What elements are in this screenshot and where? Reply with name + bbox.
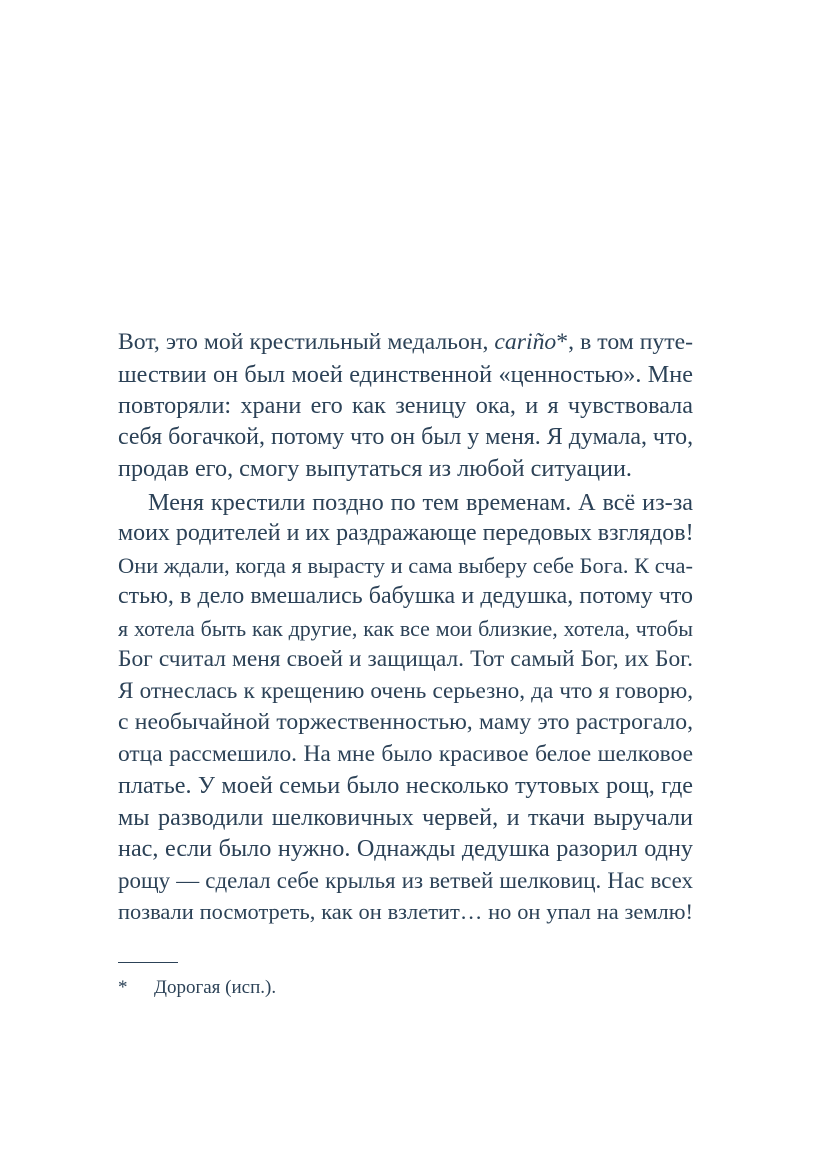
main-text [118, 327, 693, 928]
text-line: себя богачкой, потому что он был у меня. Я думала, что, [118, 423, 694, 450]
text-line: Я отнеслась к крещению очень серьезно, да что я говорю, [118, 677, 693, 704]
text-line: рощу — сделал себе крылья из ветвей шелковиц. Нас всех [118, 867, 693, 893]
italic-word: cariño [494, 329, 557, 355]
text-line: стью, в дело вмешались бабушка и дедушка, потому что [118, 583, 693, 609]
footnote [118, 975, 276, 1001]
text-line: с необычайной торжественностью, маму это растрогало, [118, 709, 693, 735]
text-line [118, 327, 693, 359]
text-line: я хотела быть как другие, как все мои близкие, хотела, чтобы [118, 615, 693, 641]
text-line: шествии он был моей единственной «ценностью». Мне [118, 360, 693, 388]
footnote-marker: * [118, 977, 128, 998]
footnote-divider [118, 962, 178, 963]
text-line: нас, если было нужно. Однажды дедушка разорил одну [118, 835, 693, 862]
text-line: продав его, смогу выпутаться из любой ситуации. [118, 455, 632, 482]
text-line: моих родителей и их раздражающе передовых взглядов! [118, 520, 694, 546]
text-line: Бог считал меня своей и защищал. Тот самый Бог, их Бог. [118, 646, 693, 672]
text-fragment: Вот, это мой крестильный медальон, [118, 329, 495, 355]
text-line: отца рассмешило. На мне было красивое белое шелковое [118, 740, 693, 767]
text-line: Меня крестили поздно по тем временам. А всё из-за [148, 488, 693, 516]
text-line: позвали посмотреть, как он взлетит… но он упал на землю! [118, 899, 693, 924]
text-line: платье. У моей семьи было несколько тутовых рощ, где [118, 772, 693, 799]
footnote-text: Дорогая (исп.). [154, 977, 277, 998]
text-line: Они ждали, когда я вырасту и сама выберу себе Бога. К сча- [118, 552, 693, 578]
footnote-reference: *, в том путе- [556, 329, 693, 355]
text-line: повторяли: храни его как зеницу ока, и я чувствовала [118, 392, 693, 419]
text-line: мы разводили шелковичных червей, и ткачи выручали [118, 803, 693, 831]
